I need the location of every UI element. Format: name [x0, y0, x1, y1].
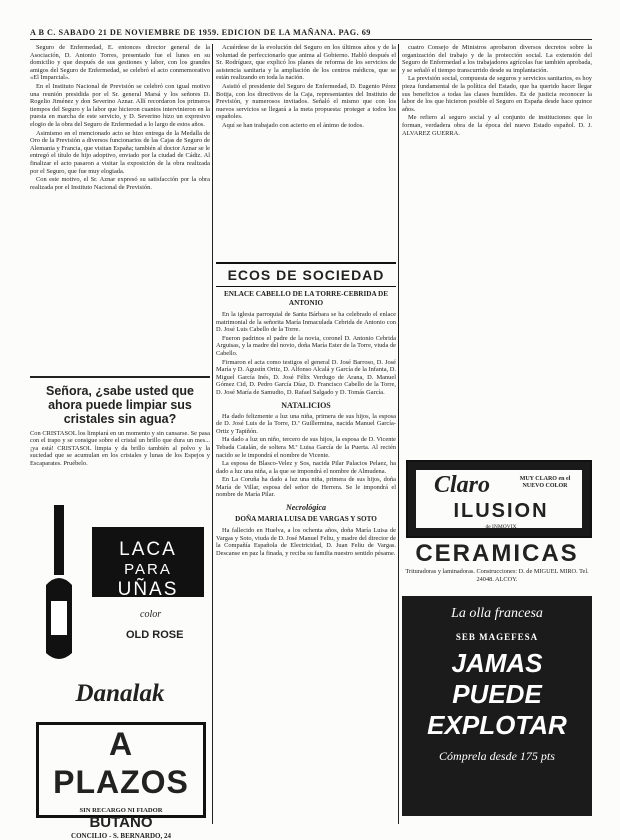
header-rule	[30, 39, 592, 40]
paragraph: Fueron padrinos el padre de la novia, coronel D. Antonio Cebrida Arguisas, y la madre del novio, doña María Ester de la Torre, viuda de Cabello.	[216, 334, 396, 357]
danalak-logo: Danalak	[75, 680, 165, 707]
pressure-cooker-ad	[402, 596, 592, 816]
column-rule-1	[212, 44, 213, 824]
paragraph: Ha fallecido en Huelva, a los ochenta años, doña María Luisa de Vargas y Soto, viuda de D. José Manuel Feliu, y madre del director de la Compañía Española de Electricidad, D. Juan Feliu de Vargas. Descanse en paz la finada, y reciba su familia nuestro sentido pésame.	[216, 527, 396, 557]
paragraph: Me refiero al seguro social y al conjunto de instituciones que lo forman, verdadera obra de la época del nuevo Estado español. D. J. ALVAREZ GUERRA.	[402, 114, 592, 137]
page-header: A B C. SABADO 21 DE NOVIEMBRE DE 1959. EDICION DE LA MAÑANA. PAG. 69	[30, 28, 371, 37]
ceramicas-ad	[402, 540, 592, 583]
claro-ad	[406, 460, 592, 538]
para-word: PARA	[124, 561, 172, 578]
laca-word: LACA	[119, 539, 177, 560]
butano-ad	[36, 722, 206, 840]
plazos-brand: BUTANO	[89, 814, 153, 831]
paragraph: Ha dado a luz un niño, tercero de sus hijos, la esposa de D. Vicente Tebada Catalán, de soltera M.ª Luisa García de la Puerta. Al recién nacido se le impondrá el nombre de Vicente.	[216, 436, 396, 459]
paragraph: Aquí se han trabajado con acierto en el ánimo de todos.	[222, 121, 364, 129]
paragraph: Asistió el presidente del Seguro de Enfermedad, D. Eugenio Pérez Botija, con los directivos de la Caja, representantes del Instituto de Previsión, y numerosos invitados. Señaló el mismo que con los nuevos servicios se llegará a la meta propuesta: proteger a todos los españoles.	[216, 82, 396, 121]
births-body	[216, 413, 396, 500]
paragraph: En el Instituto Nacional de Previsión se celebró con igual motivo una reunión presidida por el Sr. general Marsá y los señores D. Rogelio Jiménez y don Severino Aznar. Allí recordaron los primeros tiempos del Seguro y la labor que hicieron cuantos intervinieron en la puesta en marcha de este servicio, y D. Severino hizo un expresivo elogio de la obra del Seguro de Enfermedad a lo largo de estos años.	[30, 82, 210, 128]
nail-polish-bottle-icon	[42, 505, 76, 665]
article-column-2	[216, 44, 396, 256]
paragraph: En La Coruña ha dado a luz una niña, primera de sus hijos, doña María de Villar, esposa del señor de Herrera. Se le impondrá el nombre de María Pilar.	[216, 476, 396, 499]
olla-claim-1: JAMAS	[451, 648, 543, 678]
ad-separator	[30, 376, 210, 378]
olla-price: Cómprela desde 175 pts	[439, 749, 555, 763]
paragraph: La esposa de Blasco-Velez y Sos, nacida Pilar Palacios Pelaez, ha dado a luz una niña, a la que se impondrá el nombre de Almudena.	[216, 460, 396, 475]
column-rule-2	[398, 44, 399, 824]
wedding-body	[216, 311, 396, 397]
unas-word: UÑAS	[117, 579, 179, 600]
paragraph: La previsión social, compuesta de seguros y servicios sanitarios, es hoy pieza fundamental de la política del Estado, que ha querido hacer llegar sus beneficios a todas las clases humildes. Es de justicia reconocer la labor de los que hicieron posible el Seguro en España desde hace quince años.	[402, 75, 592, 113]
plazos-title: A PLAZOS	[53, 726, 189, 800]
laca-label-box	[92, 527, 204, 600]
wedding-headline: ENLACE CABELLO DE LA TORRE-CEBRIDA DE ANTONIO	[223, 290, 389, 307]
ad-question: Señora, ¿sabe usted que ahora puede limpiar sus cristales sin agua?	[46, 384, 194, 426]
obituary-body	[216, 527, 396, 557]
paragraph: cuatro Consejo de Ministros aprobaron diversos decretos sobre la organización del trabajo y de la protección social. La extensión del Seguro de Enfermedad a los trabajadores agrícolas fue también aprobada, y se señaló el tiempo transcurrido desde su implantación.	[402, 44, 592, 74]
paragraph: Ha dado felizmente a luz una niña, primera de sus hijos, la esposa de D. José Luis de la Torre, D.ª Guillermina, nacida Manuel García-Ortiz y Tapiñón.	[216, 412, 396, 435]
article-column-1	[30, 44, 210, 192]
olla-claim-2: PUEDE	[452, 679, 542, 709]
paragraph: Firmaron el acta como testigos el general D. José Barroso, D. José María y D. Agustín Ortiz, D. Alfonso Alcalá y García de la Infanta, D. Miguel García Inés, D. José Félix Verdugo de Arana, D. Manuel Gómez Cid, D. Pedro García Díaz, D. Francisco Cabello de la Torre, D. José María de Samudio, D. Rafael Salgado y D. Tomás García.	[216, 358, 396, 396]
ad-body: Con CRISTASOL los limpiará en un momento y sin cansarse. Se pasa con el trapo y se consigue sobre el cristal un brillo que dura un mes... ¡ya está! CRISTASOL limpia y da brillo también al polvo y la suciedad que se acumulan en los cristales y lunas de los Espejos y Escaparates. Pruébelo.	[30, 430, 210, 467]
paragraph: En la iglesia parroquial de Santa Bárbara se ha celebrado el enlace matrimonial de la señorita María Inmaculada Cebrida de Antonio con D. José Luis Cabello de la Torre.	[216, 311, 396, 334]
claro-maker: de INMOVIX	[485, 524, 517, 530]
color-word: color	[140, 609, 162, 620]
claro-product: ILUSION	[453, 500, 549, 522]
plazos-address: CONCILIO - S. BERNARDO, 24	[71, 832, 171, 840]
cristasol-ad	[30, 384, 210, 467]
laca-ad	[30, 505, 210, 675]
ceramicas-desc: Trituradoras y laminadoras. Construcciones: D. de MIGUEL MIRO. Tel. 24048. ALCOY.	[405, 568, 589, 583]
births-heading: NATALICIOS	[281, 400, 331, 410]
obituary-name: DOÑA MARIA LUISA DE VARGAS Y SOTO	[235, 515, 377, 524]
ceramicas-title: CERAMICAS	[415, 540, 579, 567]
shade-name: OLD ROSE	[126, 629, 184, 641]
obituary-heading: Necrológica	[286, 503, 326, 513]
claro-inner	[416, 470, 582, 528]
paragraph: Seguro de Enfermedad, E. entonces director general de la Asociación, D. Antonio Torres, presentado fue el lunes en su domicilio y que después de sus gestiones y labor, con los grandes amigos del Seguro de Enfermedad, se celebró el acto conmemorativo «El Imparcial».	[30, 44, 210, 82]
article-column-3	[402, 44, 592, 444]
section-title: ECOS DE SOCIEDAD	[216, 262, 396, 287]
olla-claim-3: EXPLOTAR	[427, 710, 567, 740]
paragraph: Con este motivo, el Sr. Aznar expresó su satisfacción por la obra realizada por el Instituto Nacional de Previsión.	[30, 176, 210, 191]
olla-brand: SEB MAGEFESA	[455, 632, 539, 642]
society-section	[216, 262, 396, 558]
paragraph: Asimismo en el mencionado acto se hizo entrega de la Medalla de Oro de la Previsión a diversos funcionarios de las Cajas de Seguro de Alemania y Francia, que visitan España; también al doctor Aznar se le entregó el título de hijo adoptivo, enviado por la ciudad de Cádiz. Al finalizar el acto pasaron a visitar la exposición de la obra realizada por el Seguro, que fue muy elogiada.	[30, 129, 210, 175]
claro-brand: Claro	[434, 472, 491, 498]
plazos-sub: SIN RECARGO NI FIADOR	[79, 807, 163, 814]
claro-tagline: MUY CLARO en el NUEVO COLOR	[519, 476, 571, 489]
olla-headline: La olla francesa	[451, 606, 543, 621]
paragraph: Acuérdese de la evolución del Seguro en los últimos años y de la voluntad de perfeccionarlo que anima al Gobierno. Habló después el Sr. Rodríguez, que explicó los planes de reforma de los servicios de asistencia sanitaria y la ampliación de los centros médicos, que se están realizando en toda la nación.	[216, 44, 396, 82]
